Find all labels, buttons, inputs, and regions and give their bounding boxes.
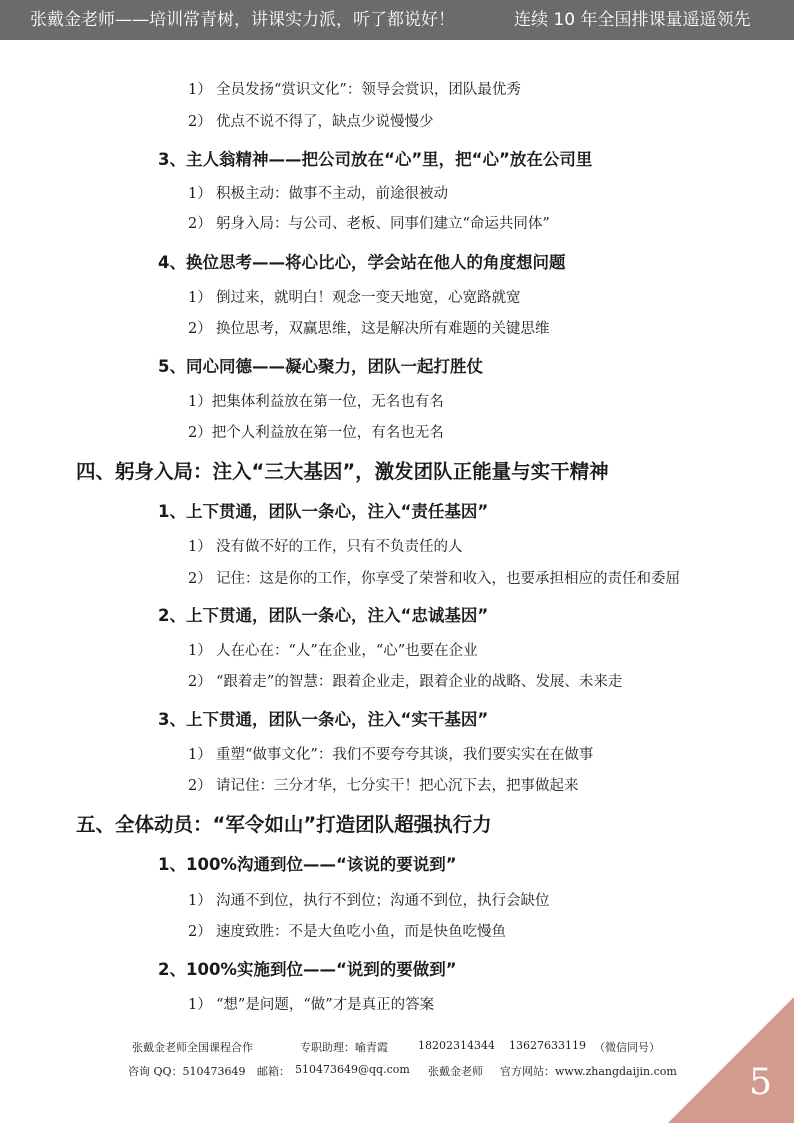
item-text: 速度致胜：不是大鱼吃小鱼，而是快鱼吃慢鱼 — [216, 924, 506, 940]
header-slogan: 张戴金老师——培训常青树，讲课实力派，听了都说好！ — [30, 10, 455, 30]
footer-phone-1: 18202314344 — [418, 1039, 495, 1052]
item-number: 2） — [188, 571, 212, 587]
list-item — [188, 743, 593, 764]
item-text: “跟着走”的智慧：跟着企业走，跟着企业的战略、发展、未来走 — [216, 674, 623, 690]
list-item — [188, 889, 550, 910]
list-item — [188, 212, 550, 233]
sub-heading: 5、同心同德——凝心聚力，团队一起打胜仗 — [158, 357, 483, 376]
item-text: “想”是问题，“做”才是真正的答案 — [216, 997, 435, 1013]
list-item — [188, 78, 521, 99]
item-number: 1） — [188, 82, 212, 98]
item-text: 躬身入局：与公司、老板、同事们建立“命运共同体” — [216, 216, 550, 232]
sub-heading: 1、100%沟通到位——“该说的要说到” — [158, 855, 457, 874]
item-text: 没有做不好的工作，只有不负责任的人 — [216, 539, 463, 555]
header-claim: 连续 10 年全国排课量遥遥领先 — [514, 10, 751, 30]
item-text: 全员发扬“赏识文化”：领导会赏识，团队最优秀 — [216, 82, 521, 98]
item-number: 1） — [188, 643, 212, 659]
list-item — [188, 421, 444, 442]
item-text: 人在心在：“人”在企业，“心”也要在企业 — [216, 643, 478, 659]
footer-assistant: 专职助理：喻青霞 — [300, 1041, 388, 1054]
list-item — [188, 993, 434, 1014]
item-number: 1） — [188, 186, 212, 202]
footer-phone-2: 13627633119 — [509, 1039, 586, 1052]
item-number: 1） — [188, 290, 212, 306]
corner-triangle — [668, 997, 794, 1123]
item-number: 2） — [188, 425, 212, 441]
footer-qq: 咨询 QQ：510473649 — [128, 1065, 246, 1078]
list-item — [188, 317, 550, 338]
list-item — [188, 390, 444, 411]
item-number: 2） — [188, 114, 212, 130]
item-number: 2） — [188, 778, 212, 794]
footer-wechat-note: （微信同号） — [594, 1041, 660, 1054]
item-text: 积极主动：做事不主动，前途很被动 — [216, 186, 448, 202]
header-banner — [0, 0, 794, 40]
list-item — [188, 774, 579, 795]
section-heading: 四、躬身入局：注入“三大基因”，激发团队正能量与实干精神 — [76, 460, 609, 483]
sub-heading: 3、主人翁精神——把公司放在“心”里，把“心”放在公司里 — [158, 150, 593, 169]
item-number: 1） — [188, 747, 212, 763]
item-number: 2） — [188, 674, 212, 690]
sub-heading: 2、上下贯通，团队一条心，注入“忠诚基因” — [158, 606, 489, 625]
list-item — [188, 670, 622, 691]
footer-email-link[interactable]: 510473649@qq.com — [295, 1063, 410, 1076]
sub-heading: 1、上下贯通，团队一条心，注入“责任基因” — [158, 502, 489, 521]
item-number: 2） — [188, 924, 212, 940]
item-text: 记住：这是你的工作，你享受了荣誉和收入，也要承担相应的责任和委屈 — [216, 571, 680, 587]
item-text: 把集体利益放在第一位，无名也有名 — [211, 394, 444, 410]
item-text: 优点不说不得了，缺点少说慢慢少 — [216, 114, 434, 130]
sub-heading: 3、上下贯通，团队一条心，注入“实干基因” — [158, 710, 489, 729]
item-number: 2） — [188, 321, 212, 337]
item-number: 1） — [188, 893, 212, 909]
sub-heading: 2、100%实施到位——“说到的要做到” — [158, 960, 457, 979]
section-heading: 五、全体动员：“军令如山”打造团队超强执行力 — [76, 813, 492, 836]
item-text: 请记住：三分才华，七分实干！把心沉下去，把事做起来 — [216, 778, 579, 794]
footer-email-label: 邮箱： — [257, 1065, 290, 1078]
list-item — [188, 920, 506, 941]
list-item — [188, 182, 448, 203]
list-item — [188, 639, 478, 660]
item-number: 1） — [188, 539, 212, 555]
footer-course-cooperation: 张戴金老师全国课程合作 — [132, 1041, 253, 1054]
item-text: 沟通不到位，执行不到位；沟通不到位，执行会缺位 — [216, 893, 550, 909]
item-text: 把个人利益放在第一位，有名也无名 — [211, 425, 444, 441]
footer-teacher-name: 张戴金老师 — [428, 1065, 483, 1078]
item-number: 1） — [188, 997, 212, 1013]
item-number: 1） — [188, 394, 212, 410]
list-item — [188, 567, 680, 588]
list-item — [188, 286, 521, 307]
list-item — [188, 110, 434, 131]
sub-heading: 4、换位思考——将心比心，学会站在他人的角度想问题 — [158, 253, 566, 272]
page-number: 5 — [749, 1062, 772, 1103]
list-item — [188, 535, 463, 556]
item-text: 换位思考，双赢思维，这是解决所有难题的关键思维 — [216, 321, 550, 337]
item-number: 2） — [188, 216, 212, 232]
footer-website: 官方网站：www.zhangdaijin.com — [500, 1065, 677, 1078]
item-text: 倒过来，就明白！观念一变天地宽，心宽路就宽 — [216, 290, 521, 306]
item-text: 重塑“做事文化”：我们不要夸夸其谈，我们要实实在在做事 — [216, 747, 594, 763]
